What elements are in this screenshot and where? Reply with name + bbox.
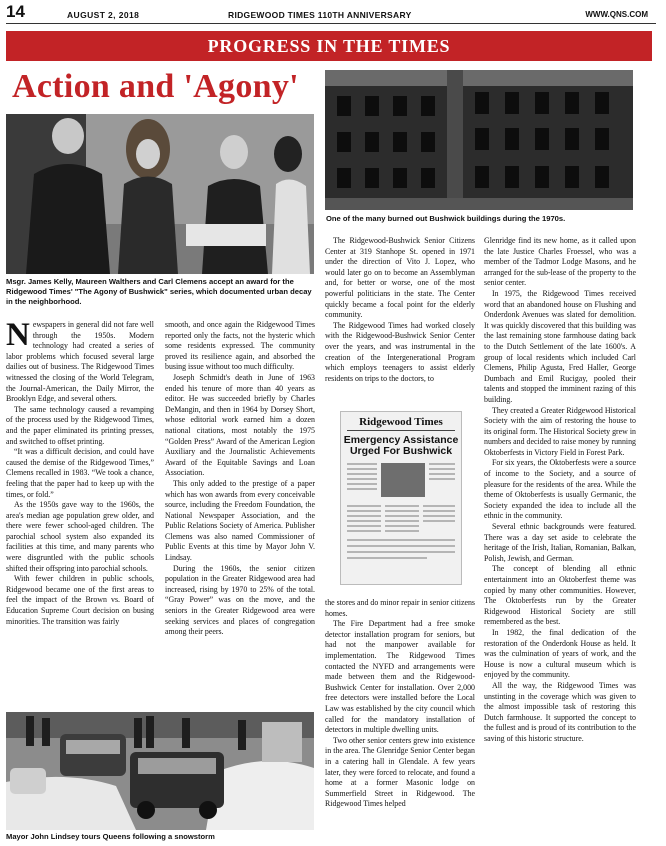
paragraph: The Ridgewood-Bushwick Senior Citizens Center at 319 Stanhope St. opened in 1971 under the direction of Vito J. Lopez, who would later go on to become an Assemblyman and, for better or worse, one of the most powerful politicians in the state. The Center quickly became a focal point for the elderly community. [325,236,475,320]
burned-buildings-caption: One of the many burned out Bushwick buildings during the 1970s. [326,214,566,223]
paragraph: Glenridge find its new home, as it called upon the late Justice Charles Froessel, who was a member of the Tadmor Lodge Masons, and he arranged for the sub-lease of the property to the senior center. [484,236,636,288]
paragraph: Newspapers in general did not fare well through the 1950s. Modern technology had created a series of labor problems which focused several large dailies out of business. The Ridgewood Times witnessed the closing of the World Telegram, the Journal-American, the Daily Mirror, the Brooklyn Edge, and several others. [6,317,154,404]
snowstorm-photo [6,712,314,830]
clipping-body-graphic [341,461,461,571]
burned-buildings-photo [325,70,633,210]
award-photo-caption: Msgr. James Kelly, Maureen Walthers and Carl Clemens accept an award for the Ridgewood Times' "The Agony of Bushwick" series, which documented urban decay in the neighborhood. [6,277,312,306]
paragraph: In 1975, the Ridgewood Times received word that an abandoned house on Flushing and Onderdonk Avenues was slated for demolition. It was quickly discovered that this building was the last remaining stone farmhouse dating back to the Dutch Settlement of the late 1600's. A group of local residents which included Carl Clemens, Philip Agusta, Fred Haller, George Dumbach and Emil Rucigay, pooled their talents and stopped the imminent razing of this building. [484,288,636,404]
paragraph: As the 1950s gave way to the 1960s, the area's median age population grew older, and there were fewer school-aged children. The parochial school system also expanded its facilities at this time, and many parents who were disgruntled with the public schools shifted their offspring into parochial schools. [6,500,154,573]
paragraph: The same technology caused a revamping of the process used by the Ridgewood Times, and the paper eliminated its printing presses, and switched to offset printing. [6,404,154,446]
header-rule [6,23,656,24]
paragraph: Joseph Schmidt's death in June of 1963 ended his tenure of more than 40 years as editor. He was succeeded briefly by Charles DeMangin, and then in 1964 by Dorsey Short, whose editorial work earned him a dozen national citations, most notably the 1975 “Golden Press” Award of the American Legion Auxiliary and the Journalistic Achievements Award of the Equitable Savings and Loan Association. [165,372,315,478]
paragraph: In 1982, the final dedication of the restoration of the Onderdonk House as held. It was the culmination of years of work, and the House is now a cultural museum which is enjoyed by the community. [484,627,636,680]
paragraph: During the 1960s, the senior citizen population in the Greater Ridgewood area had increased, rising by 1970 to 25% of the total. “Gray Power” was on the move, and the seniors in the Greater Ridgewood area were seeking services and places of congregation among their peers. [165,563,315,637]
section-banner: PROGRESS IN THE TIMES [6,31,652,61]
paragraph: All the way, the Ridgewood Times was unstinting in the coverage which was given to the almost impossible task of restoring this Dutch farmhouse. It supported the concept to the fullest and is proud of its contribution to the saving of this historic structure. [484,680,636,743]
snowstorm-caption: Mayor John Lindsey tours Queens following a snowstorm [6,832,215,841]
paragraph: smooth, and once again the Ridgewood Times reported only the facts, not the hysteric which some residents expressed. The community proved its resilience again, and absorbed the busing issue without too much difficulty. [165,320,315,372]
page-number: 14 [6,2,25,21]
paragraph: The Ridgewood Times had worked closely with the Ridgewood-Bushwick Senior Center over the years, and was instrumental in the creation of the Intergenerational Program which employs teenagers to assist elderly residents on trips to the doctors, to [325,320,475,383]
page-header [0,0,666,24]
paragraph: They created a Greater Ridgewood Historical Society with the aim of restoring the house to its original form. The Historical Society grew in numbers and decided to raise money by running Oktoberfests in Victory Field in Forest Park. [484,405,636,457]
paragraph: Several ethnic backgrounds were featured. There was a day set aside to celebrate the heritage of the Irish, Italian, Romanian, Balkan, Polish, Jewish, and German. [484,522,636,563]
newspaper-clipping [340,411,462,585]
article-headline: Action and 'Agony' [12,68,299,105]
paragraph: “It was a difficult decision, and could have caused the demise of the Ridgewood Times,” Clemens recalled in 1983. “We took a chance, feeling that the paper had to keep up with the times, or fold.” [6,447,154,499]
website-url[interactable]: WWW.QNS.COM [585,10,648,19]
article-column-3-top [325,236,475,384]
paragraph: With fewer children in public schools, Ridgewood became one of the first areas to feel the impact of the Brown vs. Board of Education Supreme Court decision on busing minorities. The transition was fairly [6,574,154,626]
issue-date: AUGUST 2, 2018 [67,10,140,20]
clipping-headline: Emergency Assistance Urged For Bushwick [343,434,459,457]
paragraph: Two other senior centers grew into existence in the area. The Glenridge Senior Center began in a catering hall in Glendale. A few years later, they were forced to relocate, and found a home at a former Masonic lodge on Summerfield Street in Ridgewood. The Ridgewood Times helped [325,735,475,809]
paragraph: The Fire Department had a free smoke detector installation program for seniors, but had not the manpower available for implementation. The Ridgewood Times contacted the NYFD and arrangements were made between them and the Ridgewood-Bushwick Center for installation. Over 2,000 free detectors were installed before the Local Law was established by the city council which called for the mandatory installation of detectors in multiple dwelling units. [325,619,475,735]
paragraph: For six years, the Oktoberfests were a source of income to the Society, and a source of pleasure for the residents of the area. While the theme of Oktoberfests is usually Germanic, the Society expanded the idea to include all the ethnic in the community. [484,458,636,521]
article-column-3-bottom [325,598,475,810]
drop-cap: N [6,317,30,353]
paper-title: RIDGEWOOD TIMES 110TH ANNIVERSARY [228,10,412,20]
paragraph: the stores and do minor repair in senior citizens homes. [325,598,475,618]
clipping-masthead: Ridgewood Times [359,416,443,428]
paragraph: This only added to the prestige of a paper which has won awards from every conceivable source, including the Freedom Foundation, the National Newspaper Association, and the Public Relations Society of America. Publisher Clemens was also named Commissioner of Public Events at this time by Mayor John V. Lindsay. [165,478,315,563]
article-column-4 [484,236,636,745]
article-column-2 [165,320,315,638]
award-ceremony-photo [6,114,314,274]
article-column-1 [6,317,154,627]
paragraph: The concept of blending all ethnic entertainment into an Oktoberfest theme was copied by many other communities. However, The Oktoberfests run by the Greater Ridgewood Historical Society are still remembered as the best. [484,564,636,627]
